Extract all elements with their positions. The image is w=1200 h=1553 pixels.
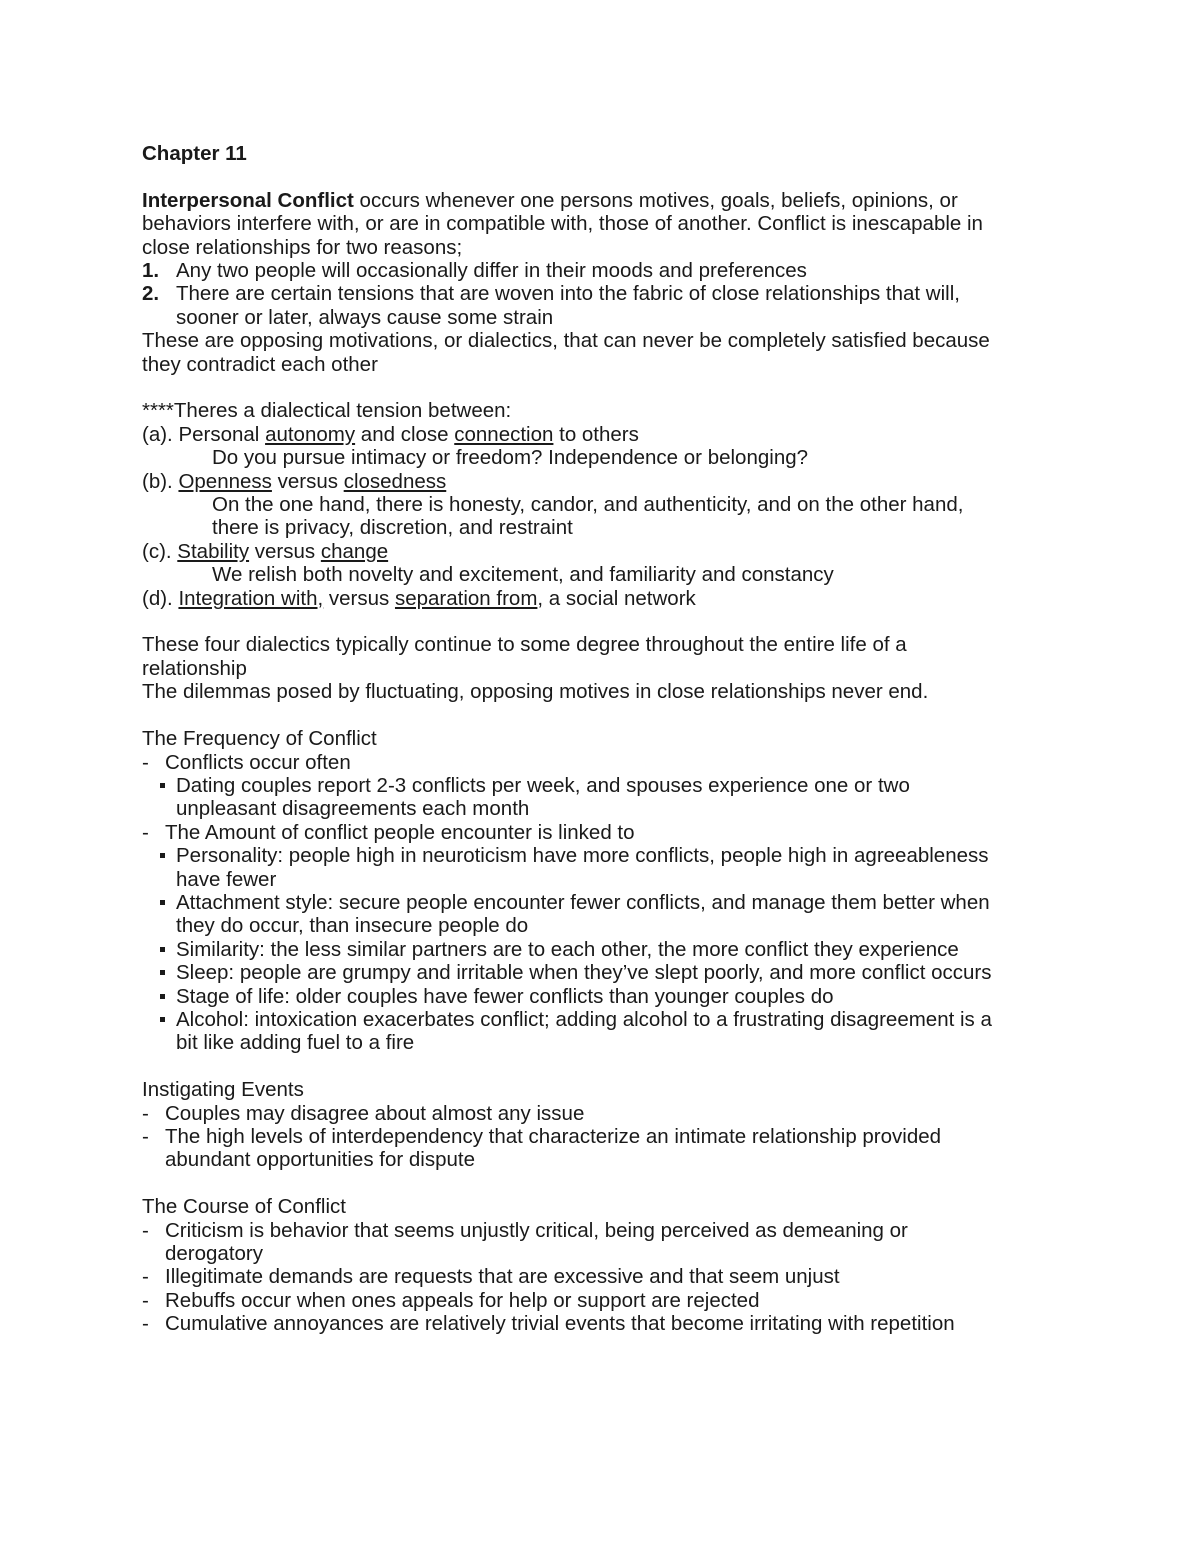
subitem-text: Stage of life: older couples have fewer conflicts than younger couples do: [176, 984, 834, 1008]
tension-a-mid: and close: [355, 422, 455, 446]
dash-bullet: -: [142, 1312, 149, 1336]
tension-b: [142, 470, 1062, 493]
list-item-text: The high levels of interdependency that characterize an intimate relationship provided: [165, 1124, 942, 1148]
tension-c: [142, 540, 1062, 563]
tension-a: [142, 423, 1062, 446]
dash-bullet: -: [142, 1288, 149, 1312]
tension-c-prefix: (c).: [142, 539, 178, 563]
course-item-demands: [142, 1265, 1062, 1288]
linked-factor-alcohol: [142, 1008, 1062, 1031]
tension-a-term-2: connection: [454, 422, 554, 446]
instigating-item-1: [142, 1102, 1062, 1125]
tension-b-detail-1: On the one hand, there is honesty, candor, and authenticity, and on the other hand,: [212, 493, 964, 517]
tension-d-mid: versus: [323, 586, 395, 610]
subitem-text: Alcohol: intoxication exacerbates conflict; adding alcohol to a frustrating disagreement is a: [176, 1007, 992, 1031]
tension-d-suffix: , a social network: [537, 586, 696, 610]
linked-factor-attachment-continued: they do occur, than insecure people do: [176, 914, 529, 938]
dash-bullet: -: [142, 1101, 149, 1125]
linked-factor-stage-of-life: [142, 985, 1062, 1008]
tension-c-detail: We relish both novelty and excitement, and familiarity and constancy: [212, 563, 834, 587]
frequency-subitem: [142, 774, 1062, 797]
tension-b-term-1: Openness: [178, 469, 272, 493]
tension-c-term-2: change: [320, 539, 389, 563]
frequency-item-2-text: The Amount of conflict people encounter is linked to: [165, 820, 635, 844]
tension-a-term-1: autonomy: [265, 422, 356, 446]
linked-factor-attachment: [142, 891, 1062, 914]
dash-bullet: -: [142, 1218, 149, 1242]
tension-b-mid: versus: [271, 469, 344, 493]
subitem-text: Personality: people high in neuroticism have more conflicts, people high in agreeableness: [176, 844, 989, 868]
linked-factor-personality-continued: have fewer: [176, 867, 277, 891]
linked-factor-sleep: [142, 961, 1062, 984]
subitem-text: Dating couples report 2-3 conflicts per week, and spouses experience one or two: [176, 773, 910, 797]
subitem-text: Similarity: the less similar partners are to each other, the more conflict they experience: [176, 937, 959, 961]
dialectics-intro-2: they contradict each other: [142, 352, 378, 376]
four-dialectics-3: The dilemmas posed by fluctuating, opposing motives in close relationships never end.: [142, 680, 929, 704]
list-item-text: Rebuffs occur when ones appeals for help or support are rejected: [165, 1288, 760, 1312]
list-item-text: Criticism is behavior that seems unjustly critical, being perceived as demeaning or: [165, 1218, 908, 1242]
course-item-criticism-continued: derogatory: [165, 1242, 264, 1265]
course-item-criticism: [142, 1219, 1062, 1242]
tension-heading: ****Theres a dialectical tension between:: [142, 399, 512, 423]
dialectics-intro-1: These are opposing motivations, or dialectics, that can never be completely satisfied because: [142, 329, 990, 353]
dash-bullet: -: [142, 1265, 149, 1289]
instigating-heading: Instigating Events: [142, 1078, 304, 1102]
intro-term: Interpersonal Conflict: [142, 188, 354, 212]
square-bullet-icon: [160, 783, 165, 788]
tension-a-prefix: (a). Personal: [142, 422, 266, 446]
instigating-item-2: [142, 1125, 1062, 1148]
course-heading: The Course of Conflict: [142, 1195, 346, 1219]
reason-text: Any two people will occasionally differ in their moods and preferences: [176, 259, 807, 283]
four-dialectics-2: relationship: [142, 656, 247, 680]
tension-d-term-2: separation from: [394, 586, 538, 610]
tension-c-term-1: Stability: [177, 539, 250, 563]
frequency-heading: The Frequency of Conflict: [142, 727, 377, 751]
course-item-annoyances: [142, 1312, 1062, 1335]
square-bullet-icon: [160, 947, 165, 952]
tension-b-prefix: (b).: [142, 469, 179, 493]
tension-d: [142, 587, 1062, 610]
tension-a-suffix: to others: [553, 422, 639, 446]
four-dialectics-1: These four dialectics typically continue to some degree throughout the entire life of a: [142, 633, 907, 657]
list-item-text: Cumulative annoyances are relatively trivial events that become irritating with repetition: [165, 1312, 955, 1336]
intro-text-1: occurs whenever one persons motives, goals, beliefs, opinions, or: [353, 188, 958, 212]
reason-2: [142, 282, 1062, 305]
list-item-text: Illegitimate demands are requests that are excessive and that seem unjust: [165, 1265, 840, 1289]
subitem-text: Attachment style: secure people encounter fewer conflicts, and manage them better when: [176, 890, 990, 914]
linked-factor-alcohol-continued: bit like adding fuel to a fire: [176, 1031, 415, 1055]
list-item-text: Couples may disagree about almost any issue: [165, 1101, 585, 1125]
reason-number: 2.: [142, 282, 160, 306]
linked-factor-similarity: [142, 938, 1062, 961]
square-bullet-icon: [160, 994, 165, 999]
linked-factor-personality: [142, 844, 1062, 867]
intro-line-2: behaviors interfere with, or are in compatible with, those of another. Conflict is inescapable in: [142, 212, 983, 236]
intro-line-1: [142, 189, 1062, 212]
intro-line-3: close relationships for two reasons;: [142, 235, 463, 259]
instigating-item-2-continued: abundant opportunities for dispute: [165, 1148, 476, 1172]
tension-c-mid: versus: [249, 539, 321, 563]
document-body: [142, 142, 1062, 1336]
chapter-title: Chapter 11: [142, 142, 247, 165]
tension-d-term-1: Integration with,: [178, 586, 324, 610]
tension-d-prefix: (d).: [142, 586, 179, 610]
frequency-subitem-continued: unpleasant disagreements each month: [176, 797, 530, 821]
frequency-item-1: [142, 751, 1062, 774]
frequency-item-1-text: Conflicts occur often: [165, 750, 351, 774]
tension-b-term-2: closedness: [343, 469, 447, 493]
course-item-rebuffs: [142, 1289, 1062, 1312]
tension-a-detail: Do you pursue intimacy or freedom? Independence or belonging?: [212, 446, 809, 470]
dash-bullet: -: [142, 820, 149, 844]
square-bullet-icon: [160, 1017, 165, 1022]
square-bullet-icon: [160, 970, 165, 975]
reason-text: There are certain tensions that are woven into the fabric of close relationships that will,: [176, 282, 960, 306]
tension-b-detail-2: there is privacy, discretion, and restraint: [212, 516, 573, 540]
reason-1: [142, 259, 1062, 282]
square-bullet-icon: [160, 853, 165, 858]
reason-number: 1.: [142, 259, 160, 283]
dash-bullet: -: [142, 1124, 149, 1148]
subitem-text: Sleep: people are grumpy and irritable when they’ve slept poorly, and more conflict occurs: [176, 961, 992, 985]
square-bullet-icon: [160, 900, 165, 905]
frequency-item-2: [142, 821, 1062, 844]
reason-2-continued: sooner or later, always cause some strain: [176, 305, 554, 329]
dash-bullet: -: [142, 750, 149, 774]
